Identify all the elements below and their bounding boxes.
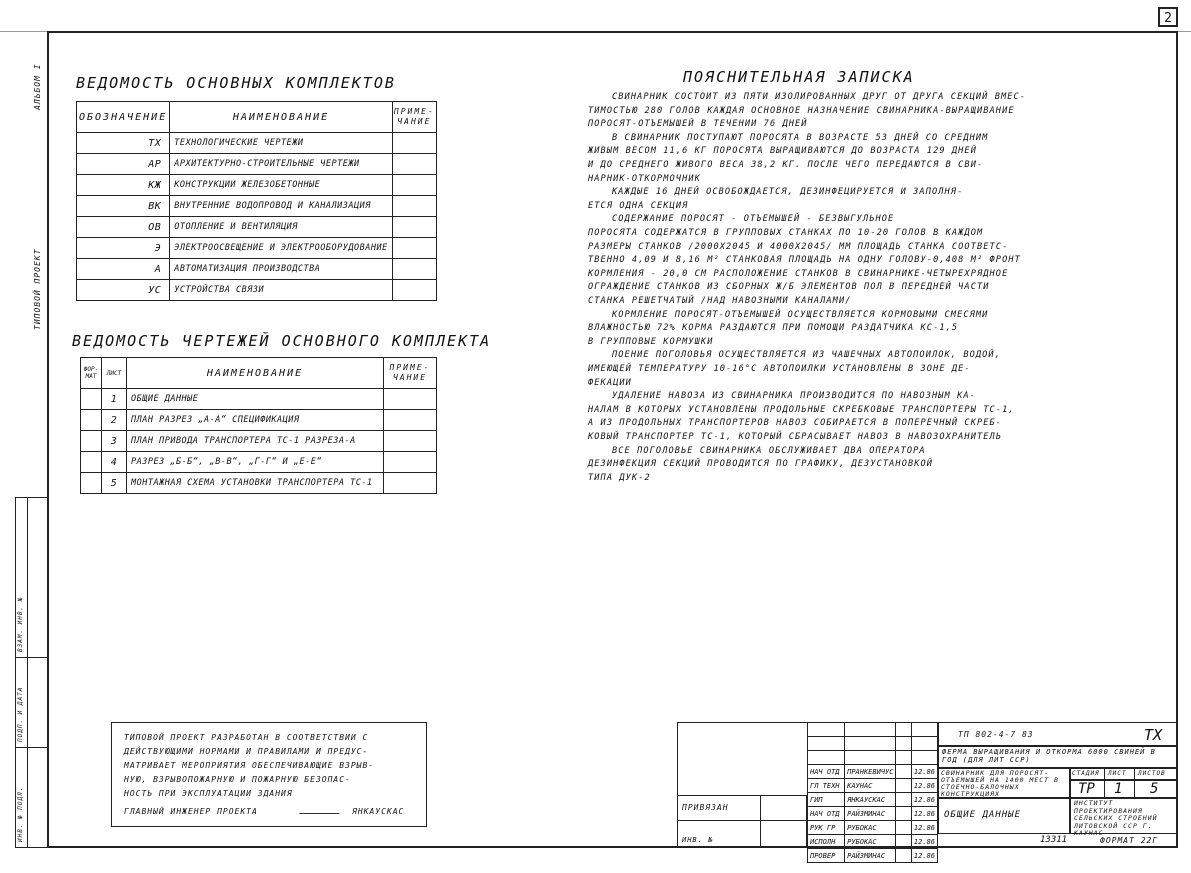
signature-sign <box>896 765 911 779</box>
sets-row <box>77 238 437 259</box>
drawings-row <box>81 389 437 410</box>
set-code: ВК <box>77 196 170 217</box>
set-note <box>392 259 436 280</box>
project-code: ТП 802-4-7 83 <box>958 730 1034 739</box>
set-name: АВТОМАТИЗАЦИЯ ПРОИЗВОДСТВА <box>170 259 392 280</box>
set-note <box>392 280 436 301</box>
set-note <box>392 133 436 154</box>
signature-row <box>808 807 938 821</box>
drawing-note <box>384 431 437 452</box>
drawings-row <box>81 410 437 431</box>
set-code: ТХ <box>77 133 170 154</box>
drawings-title: ВЕДОМОСТЬ ЧЕРТЕЖЕЙ ОСНОВНОГО КОМПЛЕКТА <box>72 332 492 350</box>
sheets-label: ЛИСТОВ <box>1138 770 1166 777</box>
drawing-format <box>81 389 102 410</box>
set-code: АР <box>77 154 170 175</box>
signature-role: ИСПОЛН <box>808 835 845 849</box>
note-line: ПОЕНИЕ ПОГОЛОВЬЯ ОСУЩЕСТВЛЯЕТСЯ ИЗ ЧАШЕЧНЫХ АВТОПОИЛОК, ВОДОЙ, <box>612 350 1001 361</box>
note-title: ПОЯСНИТЕЛЬНАЯ ЗАПИСКА <box>683 68 915 86</box>
sets-header-name: НАИМЕНОВАНИЕ <box>170 102 392 133</box>
sheets-value: 5 <box>1150 781 1159 797</box>
signature-date: 12.86 <box>911 807 937 821</box>
signature-sign <box>896 849 911 863</box>
drawing-format <box>81 452 102 473</box>
set-name: АРХИТЕКТУРНО-СТРОИТЕЛЬНЫЕ ЧЕРТЕЖИ <box>170 154 392 175</box>
note-line: РАЗМЕРЫ СТАНКОВ /2000Х2045 И 4000Х2045/ ММ ПЛОЩАДЬ СТАНКА СООТВЕТС- <box>588 241 1009 252</box>
project-label: ТИПОВОЙ ПРОЕКТ <box>33 248 42 330</box>
signature-date: 12.86 <box>911 849 937 863</box>
signature-sign <box>896 821 911 835</box>
format-label: ФОРМАТ 22Г <box>1100 836 1159 845</box>
organization: ИНСТИТУТ ПРОЕКТИРОВАНИЯ СЕЛЬСКИХ СТРОЕНИЙ ЛИТОВСКОЙ ССР Г. КАУНАС <box>1074 799 1158 837</box>
drawing-format <box>81 410 102 431</box>
note-line: И ДО СРЕДНЕГО ЖИВОГО ВЕСА 38,2 КГ. ПОСЛЕ ЧЕГО ПЕРЕДАЮТСЯ В СВИ- <box>588 160 984 170</box>
drawing-sheet: 3 <box>102 431 127 452</box>
drawing-note <box>384 410 437 431</box>
note-line: ЕТСЯ ОДНА СЕКЦИЯ <box>588 200 689 211</box>
strip-replace-label: ВЗАМ. ИНВ. № <box>17 596 24 652</box>
sets-row <box>77 217 437 238</box>
left-stamp-strip <box>5 497 47 848</box>
note-line: В СВИНАРНИК ПОСТУПАЮТ ПОРОСЯТА В ВОЗРАСТЕ 53 ДНЕЙ СО СРЕДНИМ <box>612 132 989 143</box>
set-code: ОВ <box>77 217 170 238</box>
signature-sign <box>896 779 911 793</box>
sets-table <box>76 101 437 301</box>
sets-header-note: ПРИМЕ- ЧАНИЕ <box>392 102 436 133</box>
signature-date: 12.86 <box>911 765 937 779</box>
strip-inv-label: ИНВ. № ПОДЛ. <box>17 786 24 842</box>
building-name: СВИНАРНИК ДЛЯ ПОРОСЯТ-ОТЪЕМЫШЕЙ НА 1400 МЕСТ В СТОЕЧНО-БАЛОЧНЫХ КОНСТРУКЦИЯХ <box>941 769 1059 798</box>
drawings-table <box>80 357 437 494</box>
drawing-note <box>384 452 437 473</box>
signature-date: 12.86 <box>911 835 937 849</box>
drawing-sheet: 4 <box>102 452 127 473</box>
sets-row <box>77 175 437 196</box>
signature-date: 12.86 <box>911 793 937 807</box>
stage-value: ТР <box>1078 781 1095 797</box>
drawings-row <box>81 431 437 452</box>
drawings-header-name: НАИМЕНОВАНИЕ <box>127 358 384 389</box>
note-line: ФЕКАЦИИ <box>588 377 632 388</box>
signature-row <box>808 779 938 793</box>
set-note <box>392 238 436 259</box>
drawing-note <box>384 473 437 494</box>
drawings-header-note: ПРИМЕ- ЧАНИЕ <box>384 358 437 389</box>
sets-header-code: ОБОЗНАЧЕНИЕ <box>77 102 170 133</box>
signature-surname: РАЙЗМИНАС <box>845 849 896 863</box>
bound-label: ПРИВЯЗАН <box>682 803 729 812</box>
sets-row <box>77 154 437 175</box>
note-line: ВЛАЖНОСТЬЮ 72% КОРМА РАЗДАЮТСЯ ПРИ ПОМОЩИ РАЗДАТЧИКА КС-1,5 <box>588 323 959 334</box>
note-line: УДАЛЕНИЕ НАВОЗА ИЗ СВИНАРНИКА ПРОИЗВОДИТСЯ ПО НАВОЗНЫМ КА- <box>612 391 976 402</box>
note-line: КОРМЛЕНИЕ ПОРОСЯТ-ОТЪЕМЫШЕЙ ОСУЩЕСТВЛЯЕТСЯ КОРМОВЫМИ СМЕСЯМИ <box>612 309 989 320</box>
signature-row <box>808 835 938 849</box>
set-name: ВНУТРЕННИЕ ВОДОПРОВОД И КАНАЛИЗАЦИЯ <box>170 196 392 217</box>
set-code: УС <box>77 280 170 301</box>
signature-sign <box>896 807 911 821</box>
sets-row <box>77 196 437 217</box>
engineer-signature <box>299 799 344 814</box>
sheet-number: 2 <box>1158 7 1178 27</box>
signature-sign <box>896 793 911 807</box>
signature-row <box>808 849 938 863</box>
signature-role: НАЧ ОТД <box>808 807 845 821</box>
drawing-sheet: 5 <box>102 473 127 494</box>
sets-row <box>77 133 437 154</box>
sets-row <box>77 259 437 280</box>
document-number: 13311 <box>1040 835 1068 845</box>
drawing-format <box>81 431 102 452</box>
signature-role: ГИП <box>808 793 845 807</box>
drawing-name: ПЛАН РАЗРЕЗ „А-А“ СПЕЦИФИКАЦИЯ <box>127 410 384 431</box>
note-line: ПОРОСЯТА СОДЕРЖАТСЯ В ГРУППОВЫХ СТАНКАХ ПО 10-20 ГОЛОВ В КАЖДОМ <box>588 228 984 238</box>
signature-role: НАЧ ОТД <box>808 765 845 779</box>
drawing-format <box>81 473 102 494</box>
drawing-name: ПЛАН ПРИВОДА ТРАНСПОРТЕРА ТС-1 РАЗРЕЗА-А <box>127 431 384 452</box>
drawings-row <box>81 473 437 494</box>
set-name: ОТОПЛЕНИЕ И ВЕНТИЛЯЦИЯ <box>170 217 392 238</box>
signature-row <box>808 821 938 835</box>
note-line: СОДЕРЖАНИЕ ПОРОСЯТ - ОТЪЕМЫШЕЙ - БЕЗВЫГУЛЬНОЕ <box>612 214 895 225</box>
signature-date: 12.86 <box>911 821 937 835</box>
note-line: ИМЕЮЩЕЙ ТЕМПЕРАТУРУ 10-16°С АВТОПОИЛКИ УСТАНОВЛЕНЫ В ЗОНЕ ДЕ- <box>588 364 971 374</box>
approval-box <box>111 722 427 827</box>
sheet-title: ОБЩИЕ ДАННЫЕ <box>944 810 1022 820</box>
note-line: НАРНИК-ОТКОРМОЧНИК <box>588 173 701 184</box>
approval-line: ДЕЙСТВУЮЩИМИ НОРМАМИ И ПРАВИЛАМИ И ПРЕДУС- <box>124 747 369 756</box>
set-note <box>392 154 436 175</box>
engineer-label: ГЛАВНЫЙ ИНЖЕНЕР ПРОЕКТА <box>124 807 258 816</box>
sets-title: ВЕДОМОСТЬ ОСНОВНЫХ КОМПЛЕКТОВ <box>76 74 396 92</box>
signature-surname: РУБОКАС <box>845 835 896 849</box>
signature-row <box>808 765 938 779</box>
album-label: АЛЬБОМ I <box>33 63 42 110</box>
inv-label: ИНВ. № <box>682 836 714 844</box>
set-code: А <box>77 259 170 280</box>
signature-row <box>808 793 938 807</box>
note-line: ДЕЗИНФЕКЦИЯ СЕКЦИЙ ПРОВОДИТСЯ ПО ГРАФИКУ, ДЕЗУСТАНОВКОЙ <box>588 459 934 470</box>
signature-surname: ПРАНКЕВИЧУС <box>845 765 896 779</box>
note-line: ТВЕННО 4,09 И 8,16 М² СТАНКОВАЯ ПЛОЩАДЬ НА ОДНУ ГОЛОВУ-0,408 М² ФРОНТ <box>588 255 1021 266</box>
note-line: ПОРОСЯТ-ОТЪЕМЫШЕЙ В ТЕЧЕНИИ 76 ДНЕЙ <box>588 119 808 130</box>
signature-role: ГЛ ТЕХН <box>808 779 845 793</box>
set-note <box>392 175 436 196</box>
drawing-note <box>384 389 437 410</box>
signature-surname: ЯНКАУСКАС <box>845 793 896 807</box>
signature-surname: РАЙЗМИНАС <box>845 807 896 821</box>
note-line: ЖИВЫМ ВЕСОМ 11,6 КГ ПОРОСЯТА ВЫРАЩИВАЮТСЯ ДО ВОЗРАСТА 129 ДНЕЙ <box>588 146 977 157</box>
approval-line: НУЮ, ВЗРЫВОПОЖАРНУЮ И ПОЖАРНУЮ БЕЗОПАС- <box>124 775 351 784</box>
note-line: НАЛАМ В КОТОРЫХ УСТАНОВЛЕНЫ ПРОДОЛЬНЫЕ СКРЕБКОВЫЕ ТРАНСПОРТЕРЫ ТС-1, <box>588 404 1015 415</box>
object-name: ФЕРМА ВЫРАЩИВАНИЯ И ОТКОРМА 6000 СВИНЕЙ В ГОД (ДЛЯ ЛИТ ССР) <box>942 748 1156 764</box>
approval-line: МАТРИВАЕТ МЕРОПРИЯТИЯ ОБЕСПЕЧИВАЮЩИЕ ВЗРЫВ- <box>124 761 375 770</box>
drawings-header-format: ФОР- МАТ <box>81 358 102 389</box>
drawing-sheet: 2 <box>102 410 127 431</box>
note-line: КАЖДЫЕ 16 ДНЕЙ ОСВОБОЖДАЕТСЯ, ДЕЗИНФЕЦИРУЕТСЯ И ЗАПОЛНЯ- <box>612 187 964 198</box>
note-line: СВИНАРНИК СОСТОИТ ИЗ ПЯТИ ИЗОЛИРОВАННЫХ ДРУГ ОТ ДРУГА СЕКЦИЙ ВМЕС- <box>612 92 1027 102</box>
note-line: КОВЫЙ ТРАНСПОРТЕР ТС-1, КОТОРЫЙ СБРАСЫВАЕТ НАВОЗ В НАВОЗОХРАНИТЕЛЬ <box>588 432 1003 442</box>
signature-role: ПРОВЕР <box>808 849 845 863</box>
set-note <box>392 217 436 238</box>
drawings-header-sheet: ЛИСТ <box>102 358 127 389</box>
signature-sign <box>896 835 911 849</box>
mark-label: ТХ <box>1144 726 1163 744</box>
set-name: ТЕХНОЛОГИЧЕСКИЕ ЧЕРТЕЖИ <box>170 133 392 154</box>
signature-date: 12.86 <box>911 779 937 793</box>
note-line: В ГРУППОВЫЕ КОРМУШКИ <box>588 336 714 347</box>
approval-line: НОСТЬ ПРИ ЭКСПЛУАТАЦИИ ЗДАНИЯ <box>124 789 293 798</box>
set-name: УСТРОЙСТВА СВЯЗИ <box>170 280 392 301</box>
engineer-name: ЯНКАУСКАС <box>352 807 405 816</box>
signature-table <box>807 722 938 863</box>
set-name: КОНСТРУКЦИИ ЖЕЛЕЗОБЕТОННЫЕ <box>170 175 392 196</box>
drawings-row <box>81 452 437 473</box>
stage-label: СТАДИЯ <box>1072 770 1100 777</box>
signature-surname: РУБОКАС <box>845 821 896 835</box>
set-code: КЖ <box>77 175 170 196</box>
note-line: ОГРАЖДЕНИЕ СТАНКОВ ИЗ СБОРНЫХ Ж/Б ЭЛЕМЕНТОВ ПОЛ В ПЕРЕДНЕЙ ЧАСТИ <box>588 282 990 293</box>
set-name: ЭЛЕКТРООСВЕЩЕНИЕ И ЭЛЕКТРООБОРУДОВАНИЕ <box>170 238 392 259</box>
note-line: КОРМЛЕНИЯ - 20,0 СМ РАСПОЛОЖЕНИЕ СТАНКОВ В СВИНАРНИКЕ-ЧЕТЫРЕХРЯДНОЕ <box>588 268 1009 279</box>
note-line: ВСЕ ПОГОЛОВЬЕ СВИНАРНИКА ОБСЛУЖИВАЕТ ДВА ОПЕРАТОРА <box>612 445 926 456</box>
set-note <box>392 196 436 217</box>
signature-role: РУК ГР <box>808 821 845 835</box>
sheet-value: 1 <box>1114 781 1123 797</box>
note-line: ТИМОСТЬЮ 280 ГОЛОВ КАЖДАЯ ОСНОВНОЕ НАЗНАЧЕНИЕ СВИНАРНИКА-ВЫРАЩИВАНИЕ <box>588 105 1015 116</box>
note-line: А ИЗ ПРОДОЛЬНЫХ ТРАНСПОРТЕРОВ НАВОЗ СОБИРАЕТСЯ В ПОПЕРЕЧНЫЙ СКРЕБ- <box>588 418 1003 429</box>
drawing-name: ОБЩИЕ ДАННЫЕ <box>127 389 384 410</box>
sets-row <box>77 280 437 301</box>
note-line: ТИПА ДУК-2 <box>588 472 651 483</box>
drawing-name: РАЗРЕЗ „Б-Б“, „В-В“, „Г-Г“ И „Е-Е“ <box>127 452 384 473</box>
sheet-label: ЛИСТ <box>1108 770 1127 777</box>
note-line: СТАНКА РЕШЕТЧАТЫЙ /НАД НАВОЗНЫМИ КАНАЛАМИ/ <box>588 296 852 306</box>
drawing-sheet: 1 <box>102 389 127 410</box>
strip-sign-label: ПОДП. И ДАТА <box>17 686 24 742</box>
set-code: Э <box>77 238 170 259</box>
approval-line: ТИПОВОЙ ПРОЕКТ РАЗРАБОТАН В СООТВЕТСТВИИ С <box>124 733 369 742</box>
drawing-name: МОНТАЖНАЯ СХЕМА УСТАНОВКИ ТРАНСПОРТЕРА ТС-1 <box>127 473 384 494</box>
signature-surname: КАУНАС <box>845 779 896 793</box>
